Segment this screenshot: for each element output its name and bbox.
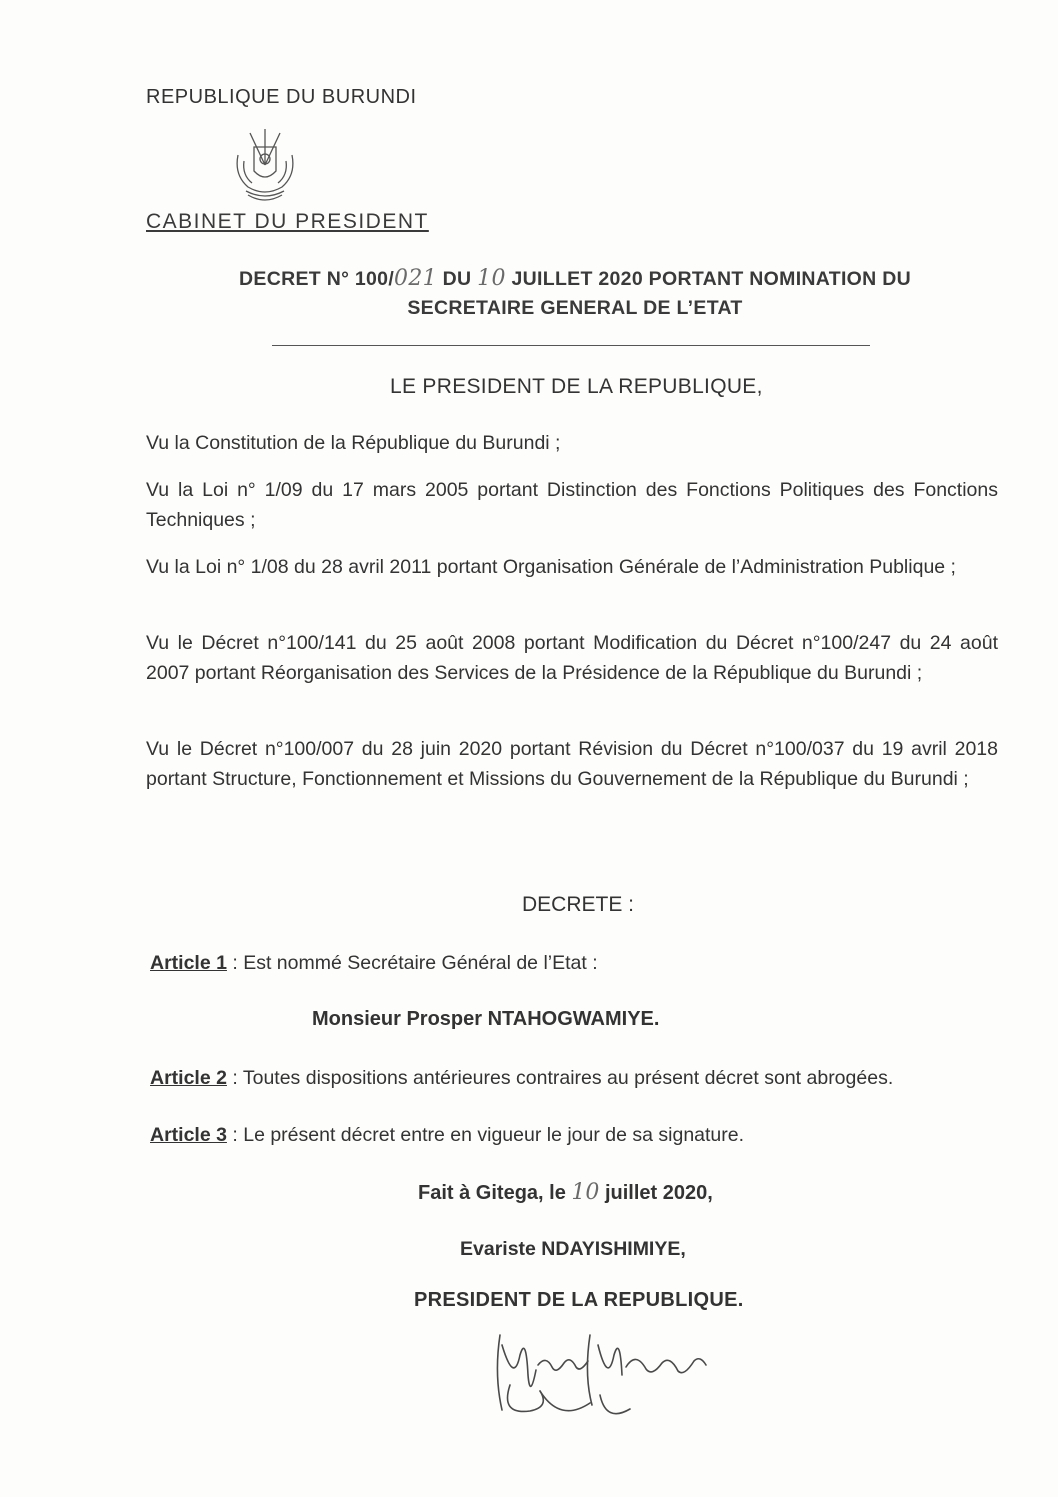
visa-decret-2008: Vu le Décret n°100/141 du 25 août 2008 portant Modification du Décret n°100/247 du 24 août 2007 portant Réorganisation des Services de la Présidence de la République du Burundi ; — [146, 632, 998, 684]
article-3-label: Article 3 — [150, 1124, 227, 1146]
date-suffix: juillet 2020, — [599, 1182, 713, 1204]
article-1 — [150, 952, 598, 975]
article-2 — [150, 1067, 893, 1090]
article-2-label: Article 2 — [150, 1067, 227, 1089]
article-1-separator: : — [226, 952, 244, 974]
republic-heading: REPUBLIQUE DU BURUNDI — [146, 86, 417, 108]
signer-role: PRESIDENT DE LA REPUBLIQUE. — [414, 1289, 744, 1311]
visa-decret-2020: Vu le Décret n°100/007 du 28 juin 2020 portant Révision du Décret n°100/037 du 19 avril 2018 portant Structure, Fonctionnement et Missions du Gouvernement de la République du Burundi ; — [146, 738, 998, 790]
cabinet-heading: CABINET DU PRESIDENT — [146, 210, 429, 233]
handwritten-signature — [480, 1315, 740, 1425]
article-3-separator: : — [226, 1124, 244, 1146]
president-heading: LE PRESIDENT DE LA REPUBLIQUE, — [390, 375, 763, 398]
signer-name: Evariste NDAYISHIMIYE, — [460, 1238, 686, 1260]
decree-title-prefix: DECRET N° 100/ — [239, 268, 395, 290]
burundi-coat-of-arms-emblem — [230, 125, 300, 207]
decree-day-handwritten: 10 — [477, 266, 506, 291]
decree-number-handwritten: 021 — [394, 266, 437, 291]
article-2-separator: : — [226, 1067, 243, 1089]
article-1-label: Article 1 — [150, 952, 227, 974]
decree-title-mid: DU — [436, 268, 478, 290]
title-divider — [272, 345, 870, 346]
decree-title-line-1 — [180, 266, 970, 291]
closing-day-handwritten: 10 — [571, 1180, 600, 1205]
place-prefix: Fait à Gitega, le — [418, 1182, 572, 1204]
visa-constitution: Vu la Constitution de la République du Burundi ; — [146, 432, 561, 454]
visa-loi-2005: Vu la Loi n° 1/09 du 17 mars 2005 portant Distinction des Fonctions Politiques des Fonctions Techniques ; — [146, 479, 998, 531]
article-3-text: Le présent décret entre en vigueur le jour de sa signature. — [243, 1124, 745, 1146]
decree-title-line-2: SECRETAIRE GENERAL DE L’ETAT — [407, 297, 743, 319]
decree-title-suffix: JUILLET 2020 PORTANT NOMINATION DU — [505, 268, 911, 290]
article-3 — [150, 1124, 744, 1147]
decrete-heading: DECRETE : — [522, 893, 635, 916]
visa-loi-2011: Vu la Loi n° 1/08 du 28 avril 2011 portant Organisation Générale de l’Administration Publique ; — [146, 556, 956, 578]
article-2-text: Toutes dispositions antérieures contraires au présent décret sont abrogées. — [242, 1067, 894, 1089]
place-and-date — [418, 1180, 713, 1205]
nominee-name: Monsieur Prosper NTAHOGWAMIYE. — [312, 1008, 660, 1030]
article-1-text: Est nommé Secrétaire Général de l’Etat : — [243, 952, 598, 974]
